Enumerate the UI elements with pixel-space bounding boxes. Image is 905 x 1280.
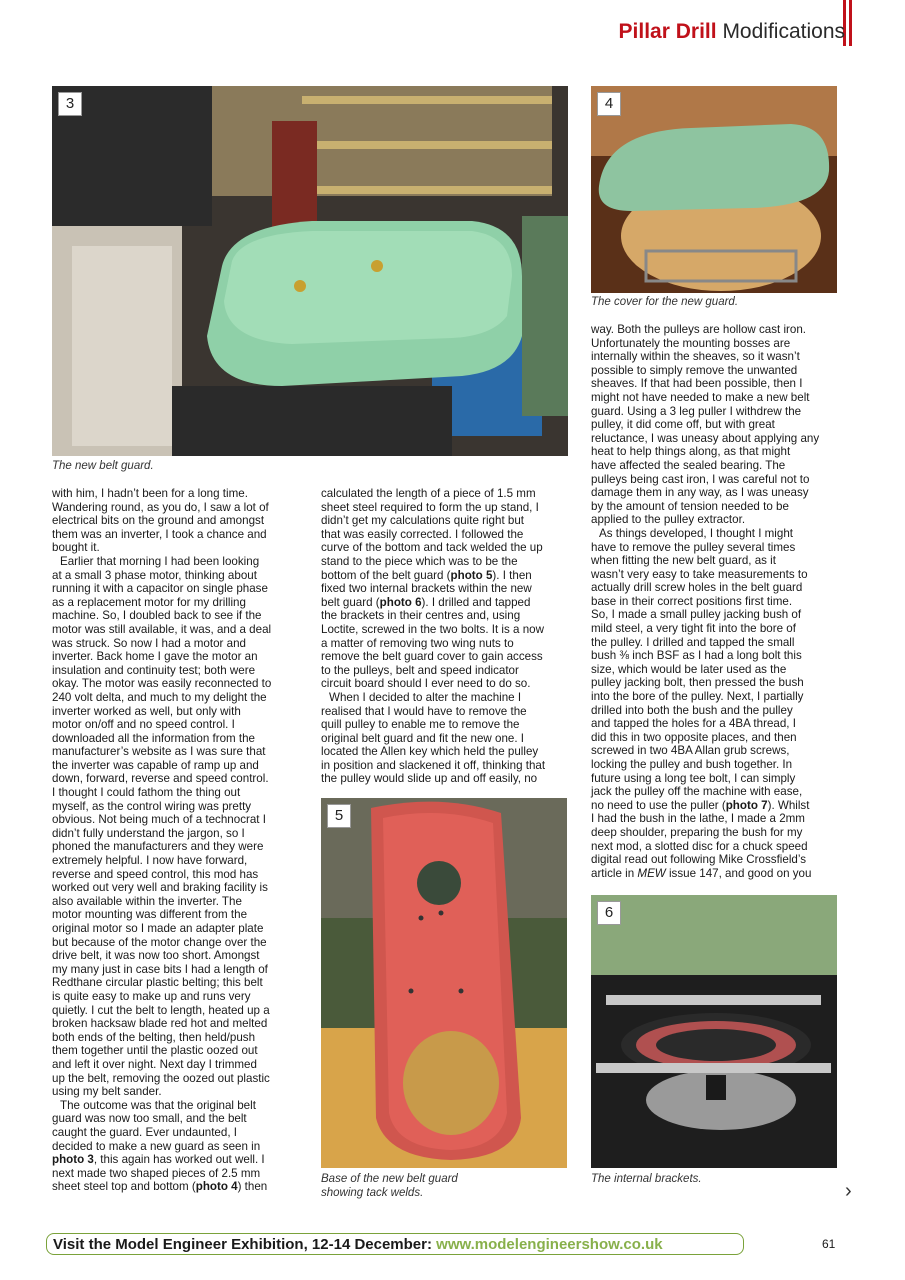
text-line: as a replacement motor for my drilling: [52, 595, 246, 609]
text-line: mild steel, a very tight fit into the bore of: [591, 622, 796, 636]
text-span: ). Whilst: [767, 798, 810, 812]
text-line: machine. So, I doubled back to see if the: [52, 609, 262, 623]
text-span: article in: [591, 866, 638, 880]
text-line: future using a long tee bolt, I can simply: [591, 771, 796, 785]
text-line: the pulley would slide up and off easily, no: [321, 772, 538, 786]
photo-ref: photo 7: [725, 798, 768, 812]
text-line: both ends of the belting, then held/push: [52, 1030, 256, 1044]
text-line: reverse and speed control, this mod has: [52, 867, 259, 881]
page-header: [619, 20, 845, 44]
text-line: [52, 1153, 304, 1167]
text-line: didn’t get my calculations quite right but: [321, 514, 525, 528]
text-line: myself, as the control wiring was pretty: [52, 799, 252, 813]
text-line: the brackets in their centres and, using: [321, 609, 521, 623]
text-line: located the Allen key which held the pulley: [321, 745, 539, 759]
text-line: pulley, it did come off, but with great: [591, 418, 775, 432]
text-line: insulation and continuity test; both were: [52, 663, 256, 677]
text-line: also available within the inverter. The: [52, 894, 242, 908]
text-line: stand to the piece which was to be the: [321, 554, 518, 568]
text-line: guard was now too small, and the belt: [52, 1112, 247, 1126]
text-line: applied to the pulley extractor.: [591, 513, 746, 527]
text-line: into the bore of the pulley. Next, I partially: [591, 690, 804, 704]
text-line: that was easily corrected. I followed the: [321, 527, 524, 541]
photo-5-caption-line-1: Base of the new belt guard: [321, 1173, 458, 1185]
text-line: electrical bits on the ground and amongst: [52, 514, 265, 528]
text-line: Redthane circular plastic belting; this belt: [52, 976, 263, 990]
text-span: , this again has worked out well. I: [93, 1153, 265, 1167]
photo-6-number: 6: [597, 901, 621, 925]
text-line: is quite easy to make up and runs very: [52, 989, 251, 1003]
text-line: my many just in case bits I had a length of: [52, 962, 268, 976]
text-line: original belt guard and fit the new one. I: [321, 731, 525, 745]
text-line: but because of the motor change over the: [52, 935, 267, 949]
text-line: them was an inverter, I took a chance and: [52, 527, 267, 541]
text-line: drilled into both the bush and the pulley: [591, 703, 793, 717]
text-line: sheaves. If that had been possible, then I: [591, 377, 803, 391]
text-line: with him, I hadn’t been for a long time.: [52, 487, 248, 500]
photo-5-caption: [321, 1172, 458, 1200]
text-line: and tapped the holes for a 4BA thread, I: [591, 717, 796, 731]
text-line: did this in two opposite places, and then: [591, 730, 797, 744]
text-line: damage them in any way, as I was uneasy: [591, 486, 809, 500]
text-line: have to remove the pulley several times: [591, 540, 796, 554]
text-line: up the belt, removing the oozed out plastic: [52, 1071, 270, 1085]
text-line: by the amount of tension needed to be: [591, 499, 789, 513]
text-line: them together until the plastic oozed out: [52, 1044, 258, 1058]
text-line: [591, 799, 843, 813]
text-line: size, which would be later used as the: [591, 662, 787, 676]
text-line: to the pulleys, belt and speed indicator: [321, 663, 519, 677]
banner-text: Visit the Model Engineer Exhibition, 12-14 December:: [53, 1236, 432, 1253]
text-line: 240 volt delta, and much to my delight the: [52, 690, 267, 704]
text-line: bush ⅜ inch BSF as I had a long bolt this: [591, 649, 802, 663]
text-line: pulley jacking bolt, then pressed the bush: [591, 676, 804, 690]
text-line: way. Both the pulleys are hollow cast iron.: [591, 323, 807, 336]
text-line: circuit board should I ever need to do so.: [321, 677, 531, 691]
text-span: belt guard (: [321, 595, 380, 609]
col1-paragraph-2: [52, 555, 304, 1099]
text-line: [52, 1180, 304, 1194]
text-line: actually drill screw holes in the belt guard: [591, 581, 803, 595]
text-span: no need to use the puller (: [591, 798, 726, 812]
text-line: was struck. So now I had a motor and: [52, 636, 246, 650]
text-line: when fitting the new belt guard, as it: [591, 554, 776, 568]
text-line: possible to simply remove the unwanted: [591, 363, 798, 377]
text-line: quietly. I cut the belt to length, heated up a: [52, 1003, 270, 1017]
text-line: heat to help things along, as that might: [591, 445, 791, 459]
text-line: the pulley. I drilled and tapped the small: [591, 635, 795, 649]
text-line: internally within the sheaves, so it wasn’t: [591, 350, 800, 364]
text-line: in position and slackened it off, thinking that: [321, 758, 546, 772]
text-column-1: [52, 487, 304, 1194]
photo-6: [591, 895, 837, 1168]
photo-5: [321, 798, 567, 1168]
text-line: sheet steel required to form the up stand, I: [321, 500, 539, 514]
text-line: next mod, a slotted disc for a chuck speed: [591, 839, 808, 853]
text-line: decided to make a new guard as seen in: [52, 1139, 261, 1153]
text-line: [321, 569, 573, 583]
photo-3-number: 3: [58, 92, 82, 116]
page-number: 61: [822, 1237, 836, 1251]
text-line: worked out very well and braking facility is: [52, 881, 268, 895]
photo-5-number: 5: [327, 804, 351, 828]
text-line: I had the bush in the lathe, I made a 2mm: [591, 812, 805, 826]
text-span: bottom of the belt guard (: [321, 568, 451, 582]
text-line: drive belt, it was now too short. Amongst: [52, 949, 260, 963]
text-line: at a small 3 phase motor, thinking about: [52, 568, 257, 582]
text-line: have affected the sealed bearing. The: [591, 458, 786, 472]
text-span: sheet steel top and bottom (: [52, 1180, 196, 1194]
text-line: Wandering round, as you do, I saw a lot of: [52, 500, 269, 514]
text-line: [591, 867, 843, 881]
photo-ref: photo 5: [450, 568, 493, 582]
text-line: original motor so I made an adapter plate: [52, 922, 264, 935]
text-line: As things developed, I thought I might: [599, 526, 793, 540]
text-line: using my belt sander.: [52, 1085, 162, 1099]
text-line: base in their correct positions first time.: [591, 594, 793, 608]
text-line: motor mounting was different from the: [52, 908, 248, 922]
text-line: I thought I could fathom the thing out: [52, 786, 241, 800]
photo-5-caption-line-2: showing tack welds.: [321, 1187, 424, 1199]
text-span: ). I drilled and tapped: [421, 595, 531, 609]
text-line: didn’t fully understand the jargon, so I: [52, 826, 245, 840]
text-line: phoned the manufacturers and they were: [52, 840, 264, 854]
text-line: quill pulley to enable me to remove the: [321, 718, 520, 732]
photo-ref: photo 6: [379, 595, 422, 609]
text-line: motor was still available, it was, and a deal: [52, 622, 272, 636]
text-line: Loctite, screwed in the two bolts. It is a now: [321, 622, 544, 636]
text-line: might not have needed to make a new belt: [591, 390, 810, 404]
text-line: curve of the bottom and tack welded the up: [321, 541, 543, 555]
text-line: remove the belt guard cover to gain access: [321, 650, 543, 664]
text-line: downloaded all the information from the: [52, 731, 256, 745]
text-line: screwed in two 4BA Allan grub screws,: [591, 744, 790, 758]
text-line: locking the pulley and bush together. In: [591, 758, 793, 771]
next-page-arrow-icon[interactable]: ›: [845, 1180, 852, 1202]
text-span: ) then: [237, 1180, 268, 1194]
text-line: calculated the length of a piece of 1.5 mm: [321, 487, 536, 500]
col1-paragraph-3: [52, 1099, 304, 1194]
text-line: digital read out following Mike Crossfield’s: [591, 853, 807, 867]
text-line: running it with a capacitor on single phase: [52, 582, 268, 596]
text-line: extremely helpful. I now have forward,: [52, 854, 248, 868]
text-line: Earlier that morning I had been looking: [60, 554, 260, 568]
photo-4-caption: The cover for the new guard.: [591, 296, 739, 308]
text-line: deep shoulder, preparing the bush for my: [591, 825, 803, 839]
text-line: Unfortunately the mounting bosses are: [591, 336, 791, 350]
text-line: bought it.: [52, 541, 100, 555]
text-line: [321, 596, 573, 610]
text-line: reluctance, I was uneasy about applying any: [591, 431, 820, 445]
text-column-2: [321, 487, 573, 786]
text-line: the inverter was capable of ramp up and: [52, 758, 259, 772]
photo-3: [52, 86, 568, 456]
photo-4: [591, 86, 837, 293]
text-line: caught the guard. Ever undaunted, I: [52, 1125, 237, 1139]
text-line: inverter worked as well, but only with: [52, 704, 241, 718]
text-line: The outcome was that the original belt: [60, 1098, 256, 1112]
photo-ref: photo 4: [195, 1180, 238, 1194]
text-line: inverter. Back home I gave the motor an: [52, 650, 258, 664]
text-line: motor on/off and no speed control. I: [52, 718, 235, 732]
header-title-rest: Modifications: [722, 20, 845, 43]
text-line: jack the pulley off the machine with ease,: [591, 785, 803, 799]
text-line: pulleys being cast iron, I was careful not to: [591, 472, 810, 486]
banner-url-link[interactable]: www.modelengineershow.co.uk: [436, 1236, 663, 1253]
text-span: ). I then: [492, 568, 532, 582]
text-line: obvious. Not being much of a technocrat I: [52, 813, 266, 827]
text-line: and left it over night. Next day I trimmed: [52, 1057, 257, 1071]
text-line: So, I made a small pulley jacking bush of: [591, 608, 802, 622]
exhibition-banner[interactable]: [46, 1233, 744, 1255]
photo-ref: photo 3: [52, 1153, 94, 1167]
text-line: broken hacksaw blade red hot and melted: [52, 1017, 268, 1031]
text-line: manufacturer’s website as I was sure that: [52, 745, 266, 759]
text-column-3: [591, 323, 843, 880]
header-title-bold: Pillar Drill: [618, 20, 717, 43]
col1-paragraph-1: [52, 487, 304, 555]
text-line: When I decided to alter the machine I: [329, 690, 522, 704]
text-line: okay. The motor was easily reconnected to: [52, 677, 272, 691]
photo-6-caption: The internal brackets.: [591, 1173, 702, 1185]
text-line: guard. Using a 3 leg puller I withdrew the: [591, 404, 802, 418]
photo-3-caption: The new belt guard.: [52, 460, 154, 472]
text-line: wasn’t very easy to take measurements to: [591, 567, 808, 581]
text-span: issue 147, and good on you: [665, 866, 812, 880]
magazine-title: MEW: [637, 866, 666, 880]
photo-4-number: 4: [597, 92, 621, 116]
text-line: fixed two internal brackets within the new: [321, 582, 532, 596]
text-line: a matter of removing two wing nuts to: [321, 636, 514, 650]
text-line: down, forward, reverse and speed control.: [52, 772, 269, 786]
text-line: realised that I would have to remove the: [321, 704, 527, 718]
text-line: next made two shaped pieces of 2.5 mm: [52, 1166, 261, 1180]
